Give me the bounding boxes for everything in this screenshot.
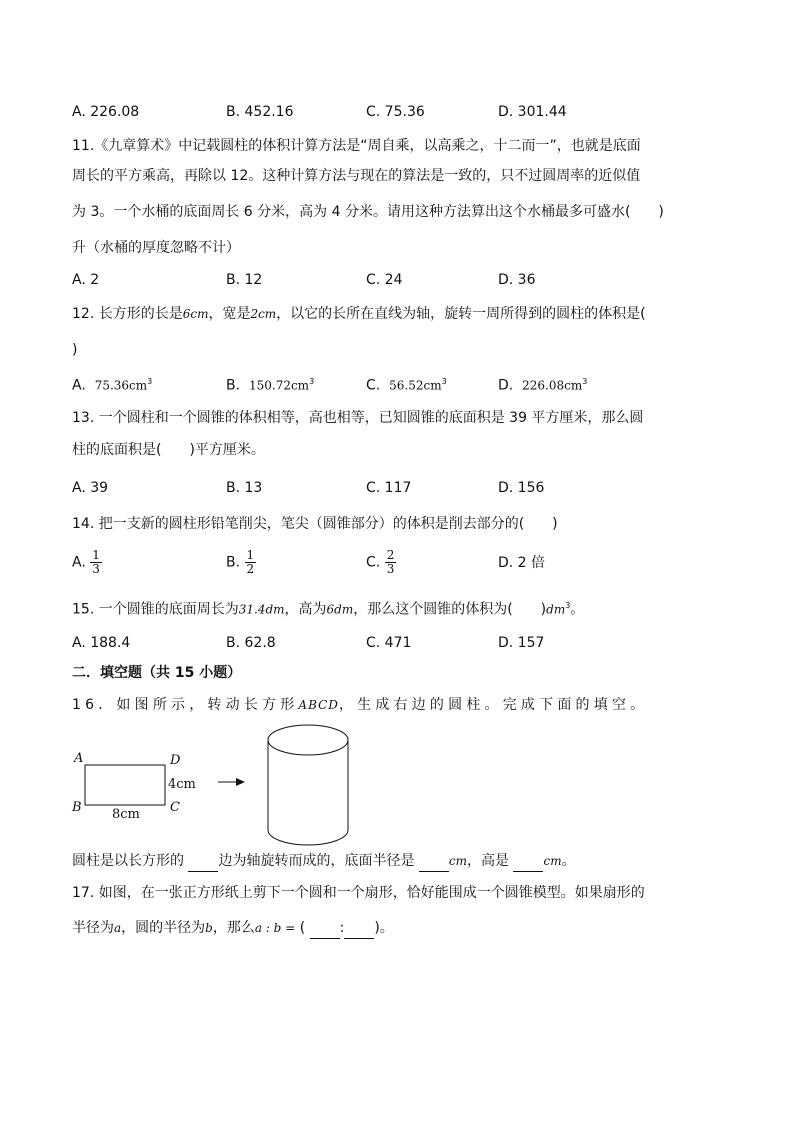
cylinder (268, 725, 348, 845)
q15-line-1: 15. 一个圆锥的底面周长为31.4dm，高为6dm，那么这个圆锥的体积为( )$dm^3$。 (72, 601, 585, 618)
q13-option-a: A. 39 (72, 480, 109, 496)
arrow-head (236, 778, 245, 786)
fraction: $\frac{1}{2}$ (246, 548, 255, 576)
section-title: 二．填空题（共 15 小题） (72, 665, 242, 681)
q15-height: 6dm (326, 602, 354, 617)
label-side: 4cm (168, 777, 196, 792)
blank[interactable] (310, 918, 340, 939)
blank[interactable] (513, 851, 543, 872)
blank[interactable] (188, 851, 218, 872)
q15-option-b: B. 62.8 (226, 635, 276, 651)
q12-option-d: D. $226.08cm^3$ (498, 377, 588, 394)
q14-option-a: A. $\frac{1}{3}$ (72, 548, 100, 576)
q10-option-d: D. 301.44 (498, 104, 567, 120)
q13-line-1: 13. 一个圆柱和一个圆锥的体积相等，高也相等，已知圆锥的底面积是 39 平方厘米，那么圆 (72, 410, 644, 426)
q12-mid: ，宽是 (208, 306, 251, 322)
q13-option-b: B. 13 (226, 480, 263, 496)
label-b: B (72, 800, 82, 815)
q13-option-d: D. 156 (498, 480, 545, 496)
rectangle-abcd (85, 765, 165, 805)
q12-length: 6cm (182, 307, 209, 321)
q11-line-1: 11.《九章算术》中记载圆柱的体积计算方法是“周自乘，以高乘之，十二而一”，也就是底面 (72, 138, 641, 154)
q12-rest: ，以它的长所在直线为轴，旋转一周所得到的圆柱的体积是( (276, 306, 646, 322)
label-d: D (170, 753, 181, 768)
blank[interactable] (419, 851, 449, 872)
q11-option-b: B. 12 (226, 272, 263, 288)
q14-option-b: B. $\frac{1}{2}$ (226, 548, 255, 576)
q11-option-d: D. 36 (498, 272, 536, 288)
q11-line-2: 周长的平方乘高，再除以 12。这种计算方法与现在的算法是一致的，只不过圆周率的近似值 (72, 168, 641, 184)
q12-prefix: 12. 长方形的长是 (72, 306, 183, 322)
q17-line-2: 半径为a，圆的半径为b，那么a : b = ( : )。 (72, 918, 394, 939)
q12-option-c: C. $56.52cm^3$ (366, 377, 447, 394)
q15-option-c: C. 471 (366, 635, 412, 651)
q11-option-c: C. 24 (366, 272, 403, 288)
q10-option-c: C. 75.36 (366, 104, 425, 120)
q11-line-4: 升（水桶的厚度忽略不计） (72, 240, 240, 256)
q13-line-2: 柱的底面积是( )平方厘米。 (72, 442, 265, 458)
q10-option-b: B. 452.16 (226, 104, 294, 120)
q11-option-a: A. 2 (72, 272, 100, 288)
q14-option-d: D. 2 倍 (498, 555, 546, 571)
q16-line-1: 16．如图所示，转动长方形ABCD，生成右边的圆柱。完成下面的填空。 (72, 697, 649, 713)
q15-option-d: D. 157 (498, 635, 545, 651)
q11-line-3: 为 3。一个水桶的底面周长 6 分米，高为 4 分米。请用这种方法算出这个水桶最多可盛水( ) (72, 204, 664, 220)
q12-option-a: A. $75.36cm^3$ (72, 377, 153, 394)
fraction: $\frac{2}{3}$ (386, 548, 395, 576)
label-a: A (74, 751, 84, 766)
q14-line-1: 14. 把一支新的圆柱形铅笔削尖，笔尖（圆锥部分）的体积是削去部分的( ) (72, 516, 558, 532)
q10-option-a: A. 226.08 (72, 104, 140, 120)
q15-option-a: A. 188.4 (72, 635, 131, 651)
q13-option-c: C. 117 (366, 480, 412, 496)
q12-line-2: ) (72, 342, 78, 358)
q16-figure (70, 720, 370, 850)
label-c: C (170, 800, 180, 815)
q12-option-b: B. $150.72cm^3$ (226, 377, 315, 394)
fraction: $\frac{1}{3}$ (92, 548, 100, 576)
q12-line-1 (72, 304, 646, 324)
blank[interactable] (344, 918, 374, 939)
q12-width: 2cm (250, 307, 277, 321)
label-bottom: 8cm (112, 807, 140, 822)
q16-line-2: 圆柱是以长方形的 边为轴旋转而成的，底面半径是 cm，高是 cm。 (72, 851, 576, 872)
q15-circumference: 31.4dm (238, 602, 285, 617)
q17-line-1: 17. 如图，在一张正方形纸上剪下一个圆和一个扇形，恰好能围成一个圆锥模型。如果扇形的 (72, 885, 645, 901)
q14-option-c: C. $\frac{2}{3}$ (366, 548, 395, 576)
